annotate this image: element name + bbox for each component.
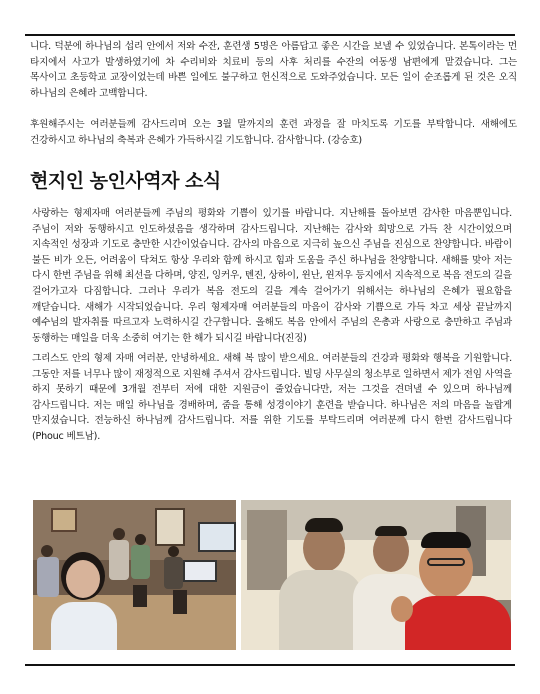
section-title: 현지인 농인사역자 소식 xyxy=(30,170,221,192)
top-rule xyxy=(25,34,515,36)
jinjeong-letter-paragraph: 사랑하는 형제자매 여러분들께 주님의 평화와 기쁨이 있기를 바랍니다. 지난해를 돌아보면 감사한 마음뿐입니다. 주님이 저와 동행하시고 인도하셨음을 생각하며 감사드립니다. 지난해는 감사와 희망으로 가득 찬 시간이었으며 지속적인 성장과 기도로 충만한 시간이었습니다. 감사의 마음으로 지극히 높으신 주님을 진심으로 찬양합니다. 바람이 불든 비가 오든, 어려움이 닥쳐도 항상 우리와 함께 하시고 힘과 도움을 주신 하나님을 찬양합니다. 새해를 맞아 저는 다시 한번 주님을 위해 최선을 다하며, 양진, 잉커우, 톈진, 상하이, 윈난, 윈저우 등지에서 지속적으로 복음 전도의 길을 걸어가고자 다짐합니다. 그러나 우리가 복음 전도의 길을 계속 걸어가기 위해서는 하나님의 은혜가 필요함을 깨닫습니다. 새해가 시작되었습니다. 우리 형제자매 여러분들의 마음이 감사와 기쁨으로 가득 차고 세상 끝날까지 예수님의 발자취를 따르고자 노력하시길 간구합니다. 올해도 복음 안에서 주님의 은총과 사랑으로 충만하고 주님과 동행하는 매일을 더욱 소중히 여기는 한 해가 되시길 바랍니다(진징) xyxy=(32,208,512,344)
bottom-rule xyxy=(25,664,515,666)
phouc-letter-paragraph: 그리스도 안의 형제 자매 여러분, 안녕하세요. 새해 복 많이 받으세요. 여러분들의 건강과 평화와 행복을 기원합니다. 그동안 저를 너무나 많이 재정적으로 지원해 주셔서 감사드립니다. 빌딩 사무실의 청소부로 일하면서 제가 전임 사역을 하지 못하기 때문에 3개월 전부터 저에 대한 지원금이 줄었습니다만, 저는 그것을 견뎌낼 수 있으며 하나님께 감사드립니다. 저는 매일 하나님을 경배하며, 줌을 통해 성경이야기 훈련을 받습니다. 하나님은 저의 마음을 놀랍게 만지셨습니다. 전능하신 하나님께 감사드립니다. 저를 위한 기도를 부탁드리며 여러분께 다시 한번 감사드립니다(Phouc 베트남). xyxy=(32,353,512,442)
group-meeting-photo xyxy=(33,500,236,650)
three-men-selfie-photo xyxy=(241,500,511,650)
letter-thanks-paragraph: 후원해주시는 여러분들께 감사드리며 오는 3월 말까지의 훈련 과정을 잘 마치도록 기도를 부탁합니다. 새해에도 건강하시고 하나님의 축복과 은혜가 가득하시길 기도합니다. 감사합니다. (강승호) xyxy=(30,119,517,146)
letter-intro-paragraph: 니다. 덕분에 하나님의 섭리 안에서 저와 수잔, 훈련생 5명은 아름답고 좋은 시간을 보낼 수 있었습니다. 본톡이라는 먼 타지에서 사고가 발생하였기에 차 수리비와 치료비 등의 사후 처리를 수잔의 여동생 남편에게 맡겼습니다. 그는 목사이고 초등학교 교장이었는데 바쁜 일에도 불구하고 헌신적으로 도와주었습니다. 모든 일이 순조롭게 된 것은 오직 하나님의 은혜라 고백합니다. xyxy=(30,41,517,99)
